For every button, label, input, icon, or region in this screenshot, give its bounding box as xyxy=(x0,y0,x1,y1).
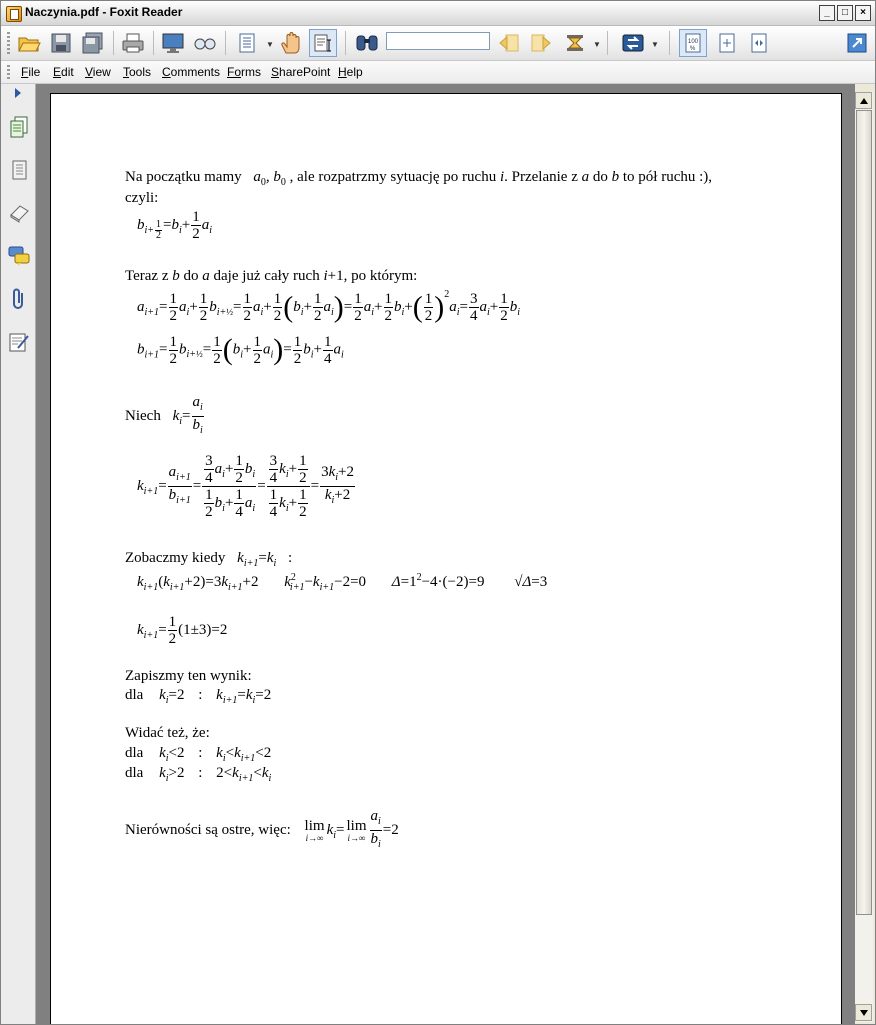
equation-solution: $k_{i+1}=$ $\frac{1}{2}$ (1±3)=2 xyxy=(137,614,228,647)
next-icon[interactable] xyxy=(527,29,555,57)
menubar-grip[interactable] xyxy=(7,65,10,79)
expand-panel-icon[interactable] xyxy=(15,88,21,98)
menu-forms[interactable]: Forms xyxy=(227,65,262,79)
menu-edit[interactable]: Edit xyxy=(53,65,74,79)
navigation-panel xyxy=(1,84,36,1024)
zobaczmy-line: Zobaczmy kiedy $k_{i+1}=k_i$ : xyxy=(125,550,293,569)
scrollbar-thumb[interactable] xyxy=(856,110,872,915)
attachment-icon[interactable] xyxy=(8,288,30,310)
layers-icon[interactable] xyxy=(8,159,30,181)
page-view-dropdown-icon[interactable]: ▼ xyxy=(266,40,274,49)
equation-fixed-point: $k_{i+1}(k_{i+1}+2)=3k_{i+1}+2$ $k^2_{i+1}-k_{i+1}-2=0$ $\Delta=1^2-4\cdot(-2)=9$ √Δ=3 xyxy=(137,572,548,593)
niech-line: Niech $k_i=$ $\frac{a_i}{b_i}$ xyxy=(125,394,203,436)
paragraph-1-line-1: Na początku mamy $a_0$, $b_0$ , ale rozpatrzmy sytuację po ruchu i. Przelanie z a do b to pół ruchu :), xyxy=(125,169,713,188)
widac-line: Widać też, że: xyxy=(125,725,210,741)
pages-icon[interactable] xyxy=(8,116,30,138)
svg-text:%: % xyxy=(690,46,696,52)
menu-tools[interactable]: Tools xyxy=(123,65,152,79)
minimize-button[interactable]: _ xyxy=(819,5,835,21)
svg-text:100: 100 xyxy=(688,39,699,45)
vertical-scrollbar[interactable] xyxy=(855,92,873,1022)
title-bar xyxy=(1,1,875,26)
search-input[interactable] xyxy=(386,32,490,50)
hand-tool-icon[interactable] xyxy=(277,29,305,57)
paragraph-2: Teraz z b do a daje już cały ruch i+1, po którym: xyxy=(125,268,418,284)
find-icon[interactable] xyxy=(353,29,381,57)
paragraph-1-line-2: czyli: xyxy=(125,190,159,206)
close-button[interactable]: × xyxy=(855,5,871,21)
scroll-down-button[interactable] xyxy=(855,1004,872,1021)
menu-file[interactable]: File xyxy=(21,65,41,79)
save-all-icon[interactable] xyxy=(79,29,107,57)
fullscreen-icon[interactable] xyxy=(159,29,187,57)
print-icon[interactable] xyxy=(119,29,147,57)
expand-icon[interactable] xyxy=(843,29,871,57)
scroll-up-button[interactable] xyxy=(855,92,872,109)
comments-icon[interactable] xyxy=(8,245,30,267)
menu-comments[interactable]: Comments xyxy=(162,65,221,79)
bookmark-tool-dropdown-icon[interactable]: ▼ xyxy=(593,40,601,49)
previous-icon[interactable] xyxy=(495,29,523,57)
convert-dropdown-icon[interactable]: ▼ xyxy=(651,40,659,49)
menu-bar xyxy=(1,61,875,84)
maximize-button[interactable]: □ xyxy=(837,5,853,21)
bookmark-tool-icon[interactable] xyxy=(561,29,589,57)
select-text-icon[interactable] xyxy=(309,29,337,57)
equation-k-ratio: $k_{i+1}=$ $\frac{a_{i+1}}{b_{i+1}}$ = $\frac{3}{4}$ $a_i+$ $\frac{1}{2}$ $b_i$ $\frac{1}{2}$ $b_i+$ $\frac{1}{4}$ $a_i$ = $\frac{3}{4}$ $k_i+$ $\frac{1}{2}$ $\frac{1}{4}$ $k_i+$ $\frac{1}{2}$ = $\frac{3k_i+2}{k_i+2}$ xyxy=(137,453,354,520)
result-line: dla $k_i=2$ : $k_{i+1}=k_i=2$ xyxy=(125,687,272,706)
window-title: Naczynia.pdf - Foxit Reader xyxy=(25,5,183,19)
reading-glasses-icon[interactable] xyxy=(191,29,219,57)
foxit-app-icon xyxy=(6,6,22,22)
equation-b-next: $b_{i+1}=$ $\frac{1}{2}$ $b_{i+\frac{1}{2}}=$ $\frac{1}{2}$ ($b_i+$ $\frac{1}{2}$ $a_i)=$ $\frac{1}{2}$ $b_i+$ $\frac{1}{4}$ $a_i$ xyxy=(137,333,344,367)
fit-visible-icon[interactable] xyxy=(745,29,773,57)
inequality-line-1: dla $k_i<2$ : $k_i<k_{i+1}<2$ xyxy=(125,745,272,764)
convert-icon[interactable] xyxy=(619,29,647,57)
fit-page-icon[interactable] xyxy=(679,29,707,57)
toolbar-grip[interactable] xyxy=(7,32,10,54)
equation-a-next: $a_{i+1}=$ $\frac{1}{2}$ $a_i+$ $\frac{1}{2}$ $b_{i+\frac{1}{2}}=$ $\frac{1}{2}$ $a_i+$ $\frac{1}{2}$ ($b_i+$ $\frac{1}{2}$ $a_i)=$ $\frac{1}{2}$ $a_i+$ $\frac{1}{2}$ $b_i+$( $\frac{1}{2}$ )$^2a_i=$ $\frac{3}{4}$ $a_i+$ $\frac{1}{2}$ $b_i$ xyxy=(137,289,521,325)
signature-icon[interactable] xyxy=(8,331,30,353)
menu-sharepoint[interactable]: SharePoint xyxy=(271,65,331,79)
menu-help[interactable]: Help xyxy=(338,65,363,79)
save-icon[interactable] xyxy=(47,29,75,57)
fit-width-icon[interactable] xyxy=(713,29,741,57)
zapiszmy-line: Zapiszmy ten wynik: xyxy=(125,668,252,684)
open-icon[interactable] xyxy=(15,29,43,57)
limit-line: Nierówności są ostre, więc: lim i→∞ $k_i=$ lim i→∞ $\frac{a_i}{b_i}$ =2 xyxy=(125,808,399,850)
menu-view[interactable]: View xyxy=(85,65,111,79)
equation-b-half: $b_{i+ \frac{1}{2}}$ $=b_i+$ $\frac{1}{2}$ $a_i$ xyxy=(137,209,213,242)
inequality-line-2: dla $k_i>2$ : $2<k_{i+1}<k_i$ xyxy=(125,765,272,784)
bookmark-icon[interactable] xyxy=(8,202,30,224)
page-view-icon[interactable] xyxy=(233,29,261,57)
